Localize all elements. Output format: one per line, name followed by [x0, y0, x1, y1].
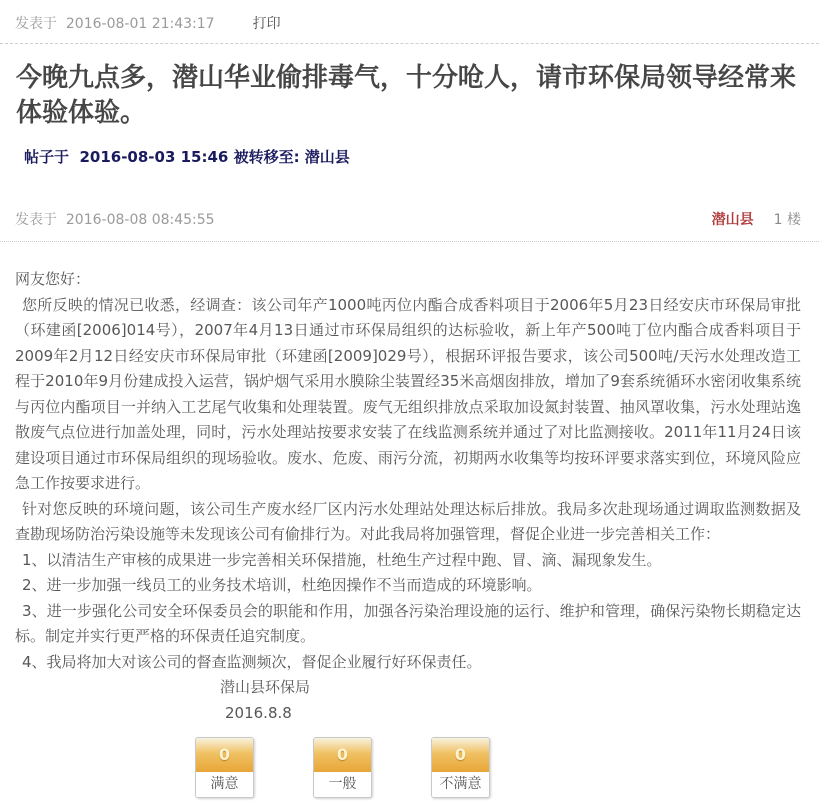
- reply-floor-number: 1 楼: [773, 212, 801, 228]
- rating-button-satisfied[interactable]: [195, 737, 254, 798]
- reply-meta: [712, 209, 801, 229]
- reply-date: 2016.8.8: [225, 703, 292, 722]
- post-timestamp: 发表于 2016-08-01 21:43:17: [15, 16, 215, 32]
- rating-bar: [195, 737, 490, 798]
- rating-label-neutral: 一般: [314, 772, 371, 797]
- rating-button-neutral[interactable]: [313, 737, 372, 798]
- body-paragraph: 您所反映的情况已收悉，经调查：该公司年产1000吨丙位内酯合成香料项目于2006年5月23日经安庆市环保局审批（环建函[2006]014号），2007年4月13日通过市环保局组织的达标验收，新上年产500吨丁位内酯合成香料项目于2009年2月12日经安庆市环保局审批（环建函[2009]029号），根据环评报告要求，该公司500吨/天污水处理改造工程于2010年9月份建成投入运营，锅炉烟气采用水膜除尘装置经35米高烟囱排放，增加了9套系统循环水密闭收集系统与丙位内酯项目一并纳入工艺尾气收集和处理装置。废气无组织排放点采取加设氮封装置、抽风罩收集，污水处理站逸散废气点位进行加盖处理，同时，污水处理站按要求安装了在线监测系统并通过了对比监测接收。2011年11月24日该建设项目通过市环保局组织的现场验收。废水、危废、雨污分流，初期两水收集等均按环评要求落实到位，环境风险应急工作按要求进行。: [15, 295, 801, 492]
- body-paragraph: 针对您反映的环境问题，该公司生产废水经厂区内污水处理站处理达标后排放。我局多次赴现场通过调取监测数据及查勘现场防治污染设施等未发现该公司有偷排行为。对此我局将加强管理，督促企业进一步完善相关工作：: [15, 499, 801, 543]
- reply-timestamp: 发表于 2016-08-08 08:45:55: [15, 212, 215, 228]
- print-button[interactable]: 打印: [253, 13, 281, 33]
- rating-label-unsatisfied: 不满意: [432, 772, 489, 797]
- body-paragraph: 3、进一步强化公司安全环保委员会的职能和作用，加强各污染治理设施的运行、维护和管理，确保污染物长期稳定达标。制定并实行更严格的环保责任追究制度。: [15, 601, 801, 645]
- reply-author-link[interactable]: 潜山县: [711, 212, 754, 228]
- post-header-bar: [0, 0, 819, 44]
- reply-greeting: 网友您好：: [15, 270, 91, 288]
- reply-header-bar: [0, 209, 819, 242]
- body-paragraph: 2、进一步加强一线员工的业务技术培训，杜绝因操作不当而造成的环境影响。: [22, 576, 542, 594]
- rating-count-unsatisfied: 0: [432, 738, 489, 772]
- body-paragraph: 4、我局将加大对该公司的督查监测频次，督促企业履行好环保责任。: [22, 652, 482, 671]
- transfer-notice: 帖子于 2016-08-03 15:46 被转移至: 潜山县: [24, 148, 350, 166]
- post-title: 今晚九点多，潜山华业偷排毒气，十分呛人，请市环保局领导经常来体验体验。: [16, 63, 797, 128]
- reply-signature: 潜山县环保局: [220, 678, 311, 696]
- rating-count-neutral: 0: [314, 738, 371, 772]
- rating-button-unsatisfied[interactable]: [431, 737, 490, 798]
- reply-body: [0, 242, 819, 726]
- rating-count-satisfied: 0: [196, 738, 253, 772]
- body-paragraph: 1、以清洁生产审核的成果进一步完善相关环保措施，杜绝生产过程中跑、冒、滴、漏现象发生。: [22, 550, 662, 569]
- rating-label-satisfied: 满意: [196, 772, 253, 797]
